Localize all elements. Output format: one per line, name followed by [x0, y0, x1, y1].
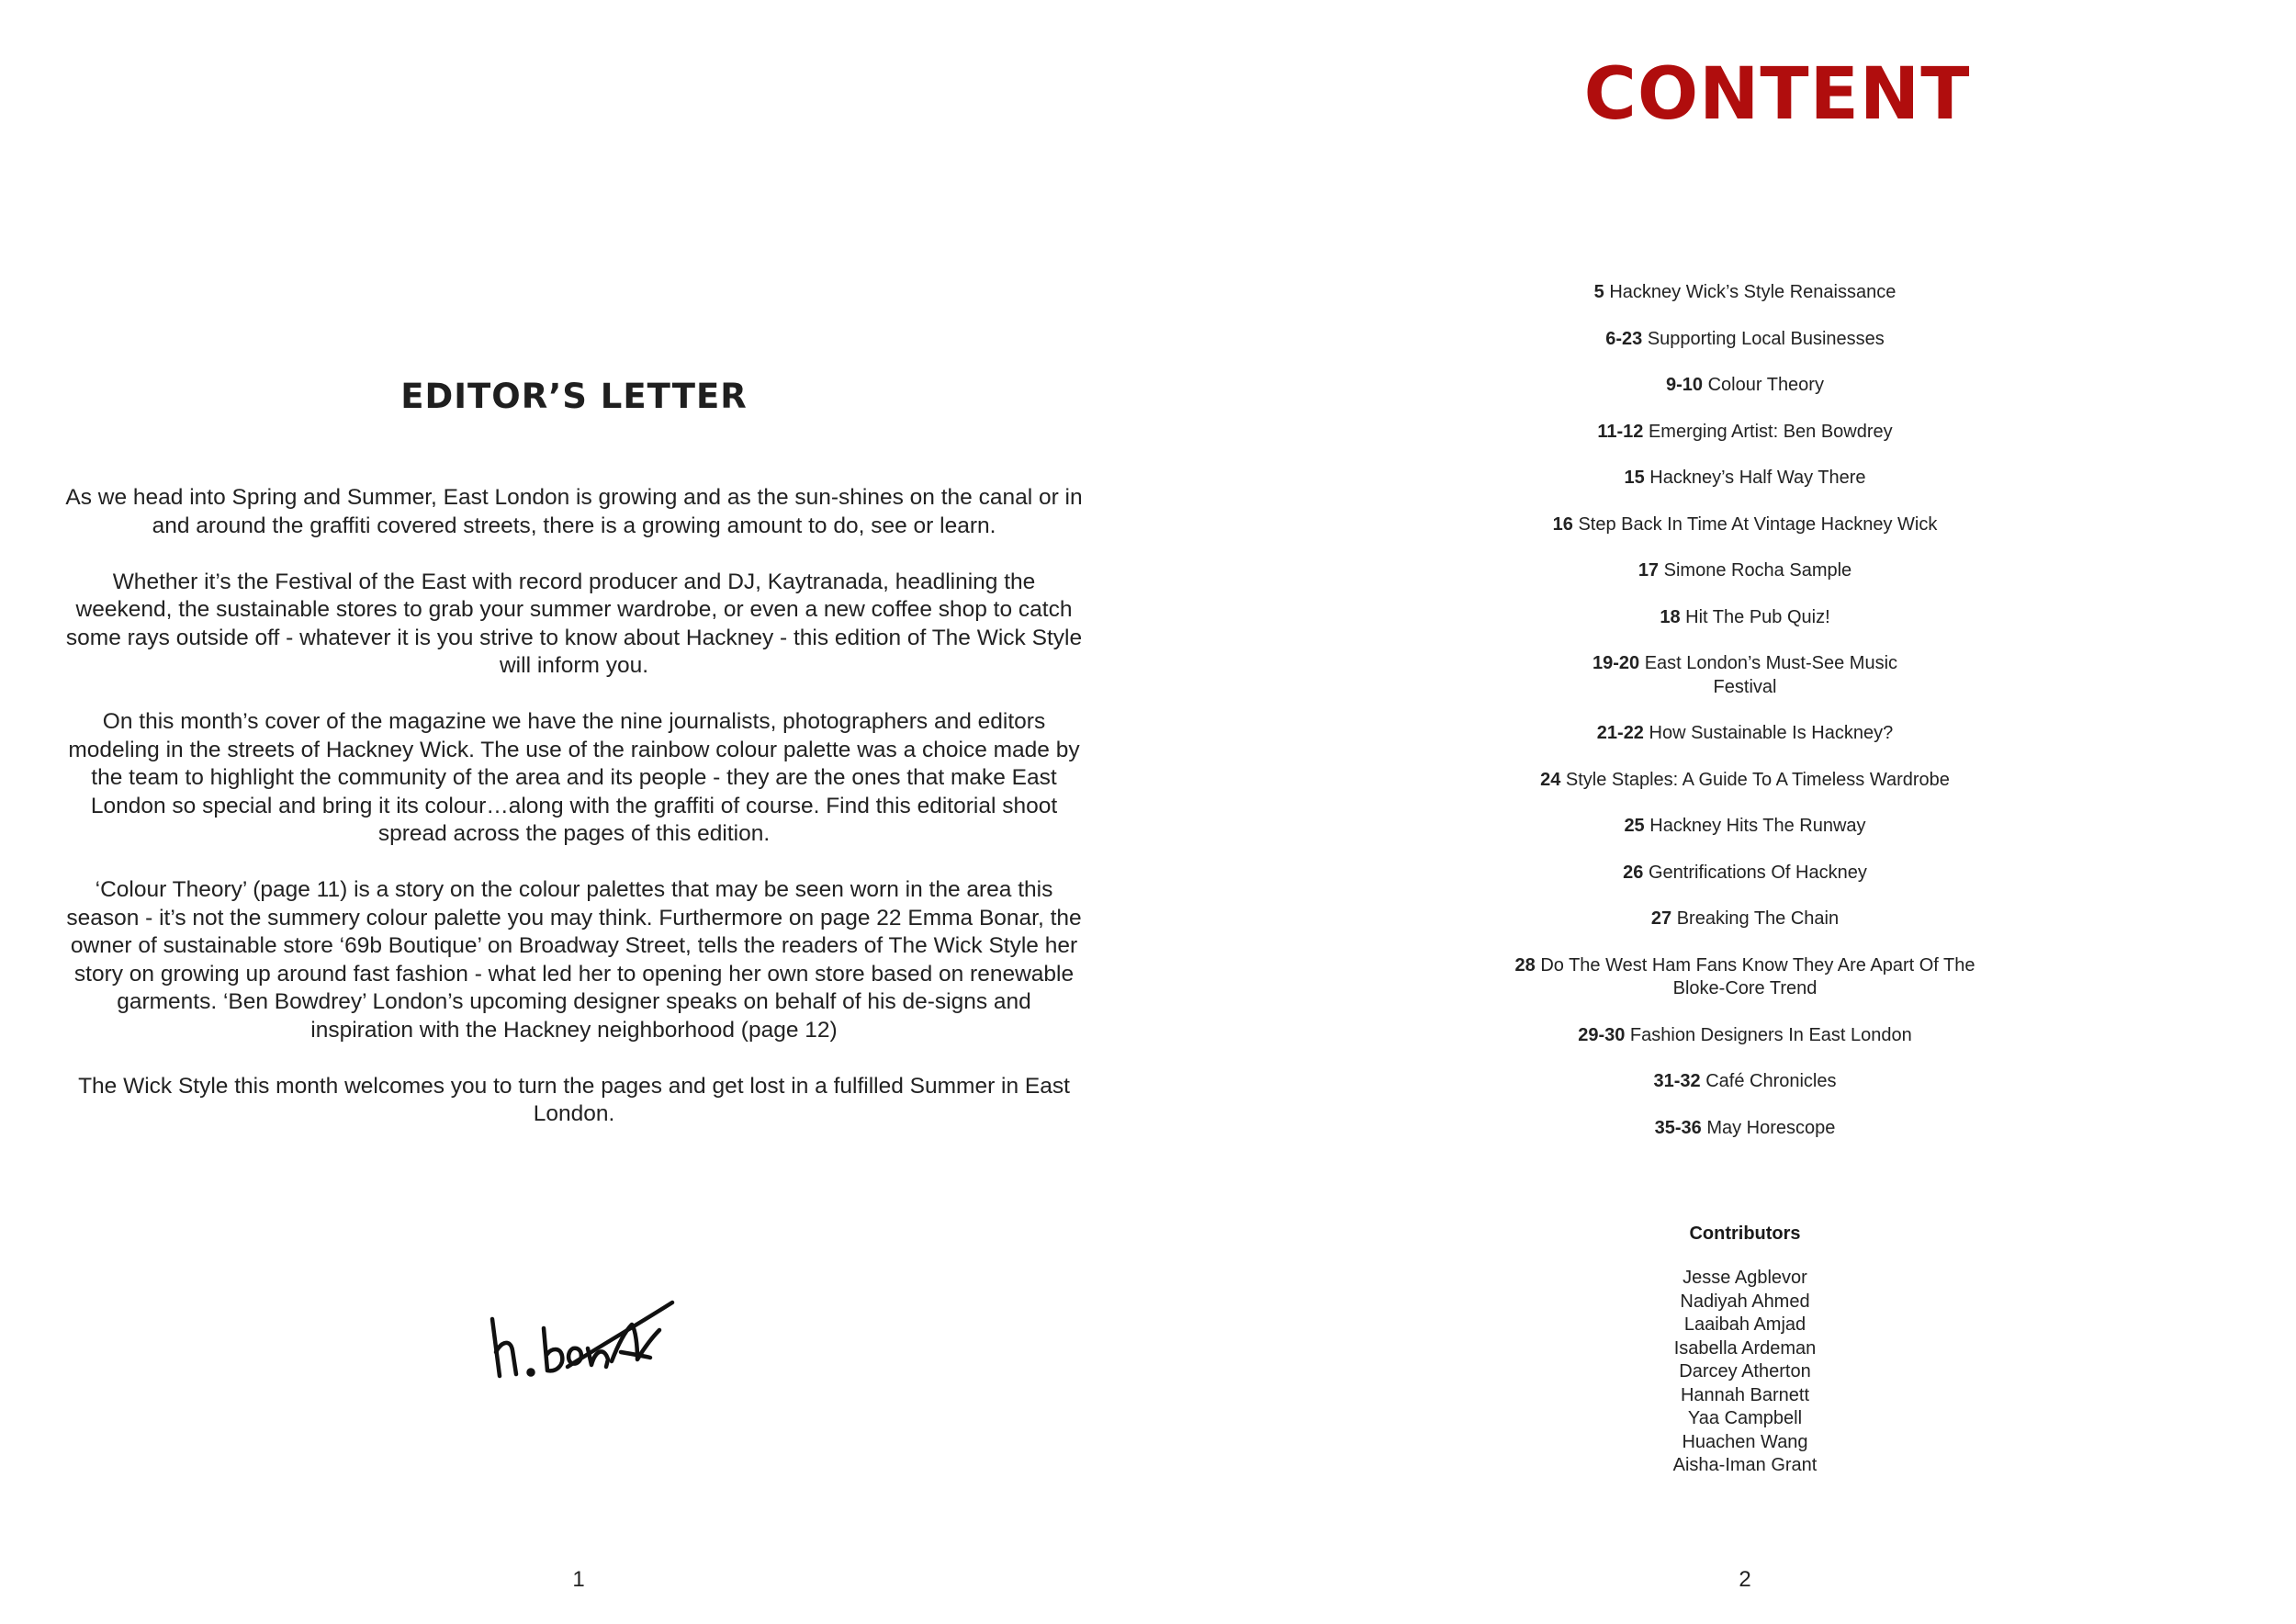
page-number: 2 [1739, 1567, 1751, 1592]
toc-title: Step Back In Time At Vintage Hackney Wick [1578, 513, 1938, 535]
toc-title: Hackney Hits The Runway [1649, 816, 1866, 836]
toc-title: How Sustainable Is Hackney? [1649, 723, 1894, 743]
toc-title: East London’s Must-See Music [1644, 653, 1898, 673]
toc-item [1465, 606, 2025, 630]
letter-paragraph: Whether it’s the Festival of the East with record producer and DJ, Kaytranada, headlining the weekend, the sustainable stores to grab your summer wardrobe, or even a new coffee shop to catch some rays outside off - whatever it is you strive to know about Hackney - this edition of The Wick Style will inform you. [65, 569, 1083, 678]
toc-title: Supporting Local Businesses [1647, 328, 1885, 349]
toc-title-continued: Festival [1713, 676, 1777, 697]
toc-page-number: 26 [1623, 862, 1644, 883]
editors-letter-title: EDITOR’S LETTER [400, 377, 748, 416]
toc-page-number: 31-32 [1653, 1071, 1701, 1091]
toc-item [1465, 954, 2025, 1001]
toc-title-continued: Bloke-Core Trend [1672, 978, 1818, 998]
contributor-name: Nadiyah Ahmed [1680, 1291, 1810, 1312]
toc-page-number: 9-10 [1666, 375, 1704, 395]
toc-page-number: 6-23 [1605, 328, 1643, 349]
content-title: CONTENT [1583, 53, 1971, 136]
toc-item [1465, 281, 2025, 305]
contributor-name: Jesse Agblevor [1683, 1268, 1807, 1288]
toc-item [1465, 421, 2025, 445]
toc-item [1465, 1117, 2025, 1141]
toc-item [1465, 722, 2025, 746]
contributor-name: Huachen Wang [1682, 1431, 1808, 1452]
toc-item [1465, 769, 2025, 793]
toc-item [1465, 513, 2025, 537]
table-of-contents [1465, 281, 2025, 1163]
letter-paragraph: ‘Colour Theory’ (page 11) is a story on the colour palettes that may be seen worn in the area this season - it’s not the summery colour palette you may think. Furthermore on page 22 Emma Bonar, the owner of sustainable store ‘69b Boutique’ on Broadway Street, tells the readers of The Wick Style her story on growing up around fast fashion - what led her to opening her own store based on renewable garments. ‘Ben Bowdrey’ London’s upcoming designer speaks on behalf of his de-signs and inspiration with the Hackney neighborhood (page 12) [66, 877, 1082, 1043]
contributor-name: Hannah Barnett [1680, 1384, 1810, 1405]
toc-page-number: 27 [1650, 908, 1672, 929]
right-page [1148, 0, 2296, 1624]
toc-page-number: 17 [1638, 560, 1660, 581]
letter-paragraph: As we head into Spring and Summer, East London is growing and as the sun-shines on the canal or in and around the graffiti covered streets, there is a growing amount to do, see or learn. [65, 485, 1083, 538]
contributors-list [1515, 1267, 1975, 1478]
toc-page-number: 18 [1660, 606, 1681, 627]
toc-page-number: 28 [1514, 954, 1536, 976]
toc-page-number: 35-36 [1654, 1117, 1702, 1138]
toc-title: Colour Theory [1707, 375, 1824, 395]
toc-page-number: 15 [1624, 468, 1645, 488]
toc-title: Café Chronicles [1705, 1071, 1837, 1091]
toc-item [1465, 862, 2025, 885]
toc-title: Simone Rocha Sample [1663, 560, 1852, 581]
toc-title: Hit The Pub Quiz! [1685, 606, 1830, 627]
toc-page-number: 19-20 [1592, 653, 1640, 673]
toc-page-number: 21-22 [1596, 723, 1644, 743]
toc-item [1465, 328, 2025, 352]
toc-title: Fashion Designers In East London [1629, 1024, 1912, 1045]
toc-title: Style Staples: A Guide To A Timeless Wardrobe [1565, 769, 1950, 790]
toc-item [1465, 559, 2025, 583]
toc-title: Hackney’s Half Way There [1649, 468, 1866, 488]
toc-title: Do The West Ham Fans Know They Are Apart Of The [1540, 954, 1975, 976]
toc-item [1465, 1070, 2025, 1094]
contributor-name: Laaibah Amjad [1683, 1314, 1806, 1335]
editor-signature [483, 1288, 678, 1391]
contributor-name: Aisha-Iman Grant [1672, 1455, 1818, 1475]
toc-item [1465, 374, 2025, 398]
contributor-name: Yaa Campbell [1687, 1408, 1803, 1428]
toc-page-number: 24 [1540, 769, 1561, 790]
toc-title: May Horescope [1706, 1117, 1836, 1138]
contributors-section [1515, 1222, 1975, 1478]
toc-item [1465, 1024, 2025, 1048]
toc-page-number: 25 [1624, 816, 1645, 836]
letter-paragraph: The Wick Style this month welcomes you to turn the pages and get lost in a fulfilled Summer in East London. [78, 1073, 1070, 1126]
toc-item [1465, 815, 2025, 839]
toc-page-number: 5 [1593, 282, 1604, 302]
contributor-name: Isabella Ardeman [1673, 1337, 1817, 1359]
toc-page-number: 11-12 [1597, 421, 1644, 442]
toc-title: Hackney Wick’s Style Renaissance [1609, 282, 1896, 302]
toc-page-number: 29-30 [1578, 1024, 1626, 1045]
toc-item [1465, 908, 2025, 931]
toc-item [1465, 652, 2025, 699]
page-number: 1 [572, 1567, 585, 1592]
editors-letter-body [64, 484, 1084, 1156]
contributor-name: Darcey Atherton [1679, 1361, 1811, 1382]
toc-item [1465, 467, 2025, 491]
letter-paragraph: On this month’s cover of the magazine we have the nine journalists, photographers and editors modeling in the streets of Hackney Wick. The use of the rainbow colour palette was a choice made by the team to highlight the community of the area and its people - they are the ones that make East London so special and bring it its colour…along with the graffiti of course. Find this editorial shoot spread across the pages of this edition. [68, 709, 1080, 846]
toc-title: Gentrifications Of Hackney [1648, 862, 1867, 883]
contributors-heading: Contributors [1689, 1224, 1801, 1244]
toc-title: Emerging Artist: Ben Bowdrey [1648, 421, 1893, 442]
toc-page-number: 16 [1552, 513, 1573, 535]
toc-title: Breaking The Chain [1676, 908, 1840, 929]
